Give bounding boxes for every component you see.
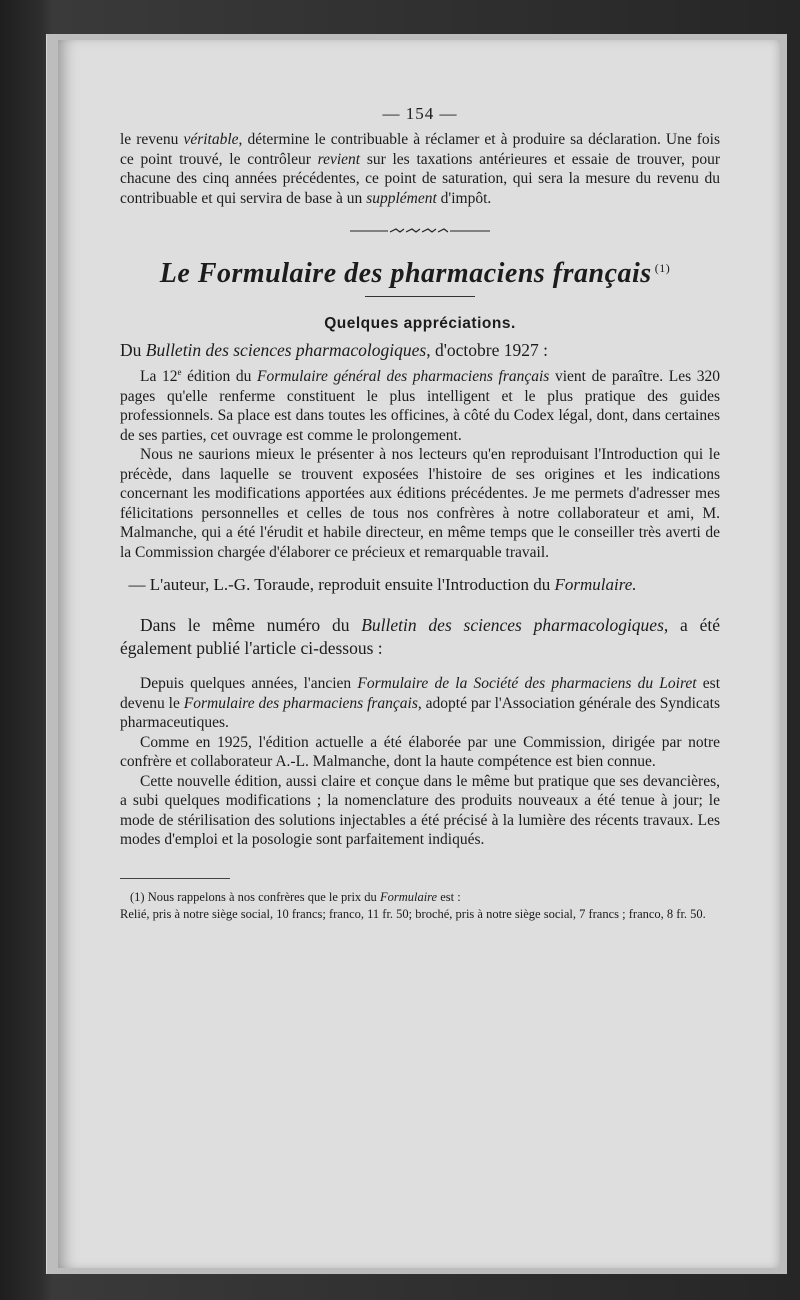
page-number: — 154 — <box>382 104 458 123</box>
attribution-line: — L'auteur, L.-G. Toraude, reproduit ensuite l'Introduction du Formulaire. <box>128 575 637 595</box>
section-subheading: Quelques appréciations. <box>324 315 516 332</box>
quote1-paragraph-2: Nous ne saurions mieux le présenter à nos lecteurs qu'en reproduisant l'Introduction qui le précède, dans laquelle se trouvent exposées l'histoire de ses origines et les indications concernant les modifications apportées aux éditions précédentes. Je me permets d'adresser mes félicitations personnelles et celles de tous nos confrères à notre collaborateur et ami, M. Malmanche, qui a été l'érudit et habile directeur, en même temps que le conseiller très averti de la Commission chargée d'élaborer ce précieux et remarquable travail. <box>120 446 720 561</box>
quote2-paragraph-1: Depuis quelques années, l'ancien Formulaire de la Société des pharmaciens du Loiret est devenu le Formulaire des pharmaciens français, adopté par l'Association générale des Syndicats pharmaceutiques. <box>120 675 721 732</box>
ornament-divider <box>120 226 720 236</box>
footnote-separator <box>120 878 230 879</box>
article-title: Le Formulaire des pharmaciens français $^{(1)}$ <box>159 258 671 289</box>
source-citation-1: Du Bulletin des sciences pharmacologiques, d'octobre 1927 : <box>120 340 548 360</box>
footnote-reference[interactable]: (1) <box>654 260 671 275</box>
title-underline <box>365 296 475 297</box>
ornament-icon <box>350 226 490 236</box>
intro-paragraph: le revenu véritable, détermine le contribuable à réclamer et à produire sa déclaration. Une fois ce point trouvé, le contrôleur revient sur les taxations antérieures et essaie de trouver, pour chacune des cinq années précédentes, ce point de saturation, qui sera la mesure du revenu du contribuable et qui servira de base à un supplément d'impôt. <box>120 131 721 207</box>
quote2-paragraph-3: Cette nouvelle édition, aussi claire et conçue dans le même but pratique que ses devancières, a subi quelques modifications ; la nomenclature des produits nouveaux a été tenue à jour; le mode de stérilisation des solutions injectables a été précisé à la lumière des récents travaux. Les modes d'emploi et la posologie sont parfaitement indiqués. <box>120 772 720 849</box>
footnote: (1) Nous rappelons à nos confrères que le prix du Formulaire est : Relié, pris à notre siège social, 10 francs; franco, 11 fr. 50; broché, pris à notre siège social, 7 francs ; franco, 8 fr. 50. <box>120 889 720 923</box>
quote1-paragraph-1: La 12e édition du Formulaire général des pharmaciens français vient de paraître. Les 320 pages qu'elle renferme constituent le plus intelligent et le plus pratique des guides professionnels. Sa place est dans toutes les officines, à côté du Codex légal, dont, dans certaines de ses parties, cet ouvrage est comme le prolongement. <box>120 367 720 444</box>
source-citation-2: Dans le même numéro du Bulletin des sciences pharmacologiques, a été également publié l'article ci-dessous : <box>120 615 720 659</box>
page-content <box>120 104 720 923</box>
quote2-paragraph-2: Comme en 1925, l'édition actuelle a été élaborée par une Commission, dirigée par notre confrère et collaborateur A.-L. Malmanche, dont la haute compétence est bien connue. <box>120 733 720 771</box>
footnote-price-line: Relié, pris à notre siège social, 10 francs; franco, 11 fr. 50; broché, pris à notre siège social, 7 francs ; franco, 8 fr. 50. <box>120 906 706 921</box>
